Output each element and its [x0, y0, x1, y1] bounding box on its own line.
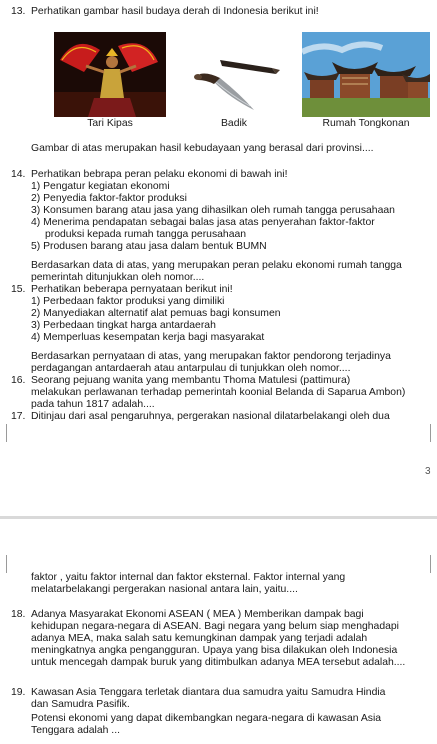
question-19-line-1: Kawasan Asia Tenggara terletak diantara dua samudra yaitu Samudra Hindia — [31, 687, 386, 698]
page-number: 3 — [425, 466, 431, 477]
page-break-divider — [0, 516, 437, 519]
question-14-item-4-cont: produksi kepada rumah tangga perusahaan — [45, 229, 247, 240]
question-15-item-1: 1) Perbedaan faktor produksi yang dimiliki — [31, 296, 225, 307]
question-16-number: 16. — [11, 375, 26, 386]
question-18-line-4: meningkatnya angka pengangguran. Upaya yang bisa dilakukan oleh Indonesia — [31, 645, 398, 656]
question-15-prompt-line-1: Berdasarkan pernyataan di atas, yang merupakan faktor pendorong terjadinya — [31, 351, 391, 362]
page-corner-mark-left-2 — [6, 555, 7, 573]
page-corner-mark-right-2 — [430, 555, 431, 573]
question-17-number: 17. — [11, 411, 26, 422]
question-14-text: Perhatikan bebrapa peran pelaku ekonomi di bawah ini! — [31, 169, 288, 180]
question-18-line-1: Adanya Masyarakat Ekonomi ASEAN ( MEA ) Memberikan dampak bagi — [31, 609, 364, 620]
question-15-item-2: 2) Manyediakan alternatif alat pemuas bagi konsumen — [31, 308, 281, 319]
question-17-line-2: faktor , yaitu faktor internal dan faktor eksternal. Faktor internal yang — [31, 572, 346, 583]
question-14-item-3: 3) Konsumen barang atau jasa yang dihasilkan oleh rumah tangga perusahaan — [31, 205, 395, 216]
question-18-line-2: kehidupan negara-negara di ASEAN. Bagi negara yang belum siap menghadapi — [31, 621, 399, 632]
question-14-item-4: 4) Menerima pendapatan sebagai balas jasa atas penyerahan faktor-faktor — [31, 217, 375, 228]
question-19-number: 19. — [11, 687, 26, 698]
question-14-item-5: 5) Produsen barang atau jasa dalam bentuk BUMN — [31, 241, 267, 252]
question-17-line-1: Ditinjau dari asal pengaruhnya, pergerakan nasional dilatarbelakangi oleh dua — [31, 411, 390, 422]
question-14-prompt-line-2: pemerintah ditunjukkan oleh nomor.... — [31, 272, 205, 283]
question-13-text: Perhatikan gambar hasil budaya derah di Indonesia berikut ini! — [31, 6, 319, 17]
page-corner-mark-right — [430, 424, 431, 442]
rumah-tongkonan-image — [302, 32, 430, 117]
question-14-item-1: 1) Pengatur kegiatan ekonomi — [31, 181, 170, 192]
question-19-prompt-line-2: Tenggara adalah ... — [31, 725, 120, 736]
question-13-prompt: Gambar di atas merupakan hasil kebudayaan yang berasal dari provinsi.... — [31, 143, 374, 154]
caption-tari-kipas: Tari Kipas — [87, 118, 133, 129]
question-14-number: 14. — [11, 169, 26, 180]
question-15-text: Perhatikan beberapa pernyataan berikut ini! — [31, 284, 233, 295]
question-18-line-5: untuk mencegah dampak buruk yang ditimbulkan adanya MEA tersebut adalah.... — [31, 657, 406, 668]
page-corner-mark-left — [6, 424, 7, 442]
question-15-prompt-line-2: perdagangan antardaerah atau antarpulau di tunjukkan oleh nomor.... — [31, 363, 351, 374]
caption-badik: Badik — [221, 118, 247, 129]
tari-kipas-image — [54, 32, 166, 117]
question-14-item-2: 2) Penyedia faktor-faktor produksi — [31, 193, 187, 204]
question-18-number: 18. — [11, 609, 26, 620]
question-15-item-3: 3) Perbedaan tingkat harga antardaerah — [31, 320, 216, 331]
badik-image — [180, 34, 288, 117]
question-17-line-3: melatarbelakangi pergerakan nasional antara lain, yaitu.... — [31, 584, 298, 595]
question-19-line-2: dan Samudra Pasifik. — [31, 699, 130, 710]
question-15-number: 15. — [11, 284, 26, 295]
question-18-line-3: adanya MEA, maka salah satu kemungkinan dampak yang terjadi adalah — [31, 633, 368, 644]
question-19-prompt-line-1: Potensi ekonomi yang dapat dikembangkan negara-negara di kawasan Asia — [31, 713, 382, 724]
question-14-prompt-line-1: Berdasarkan data di atas, yang merupakan peran pelaku ekonomi rumah tangga — [31, 260, 402, 271]
question-13-number: 13. — [11, 6, 26, 17]
caption-rumah-tongkonan: Rumah Tongkonan — [322, 118, 410, 129]
question-16-line-3: pada tahun 1817 adalah.... — [31, 399, 155, 410]
question-16-line-2: melakukan perlawanan terhadap pemerintah koonial Belanda di Saparua Ambon) — [31, 387, 406, 398]
question-16-line-1: Seorang pejuang wanita yang membantu Thoma Matulesi (pattimura) — [31, 375, 351, 386]
question-15-item-4: 4) Memperluas kesempatan kerja bagi masyarakat — [31, 332, 265, 343]
